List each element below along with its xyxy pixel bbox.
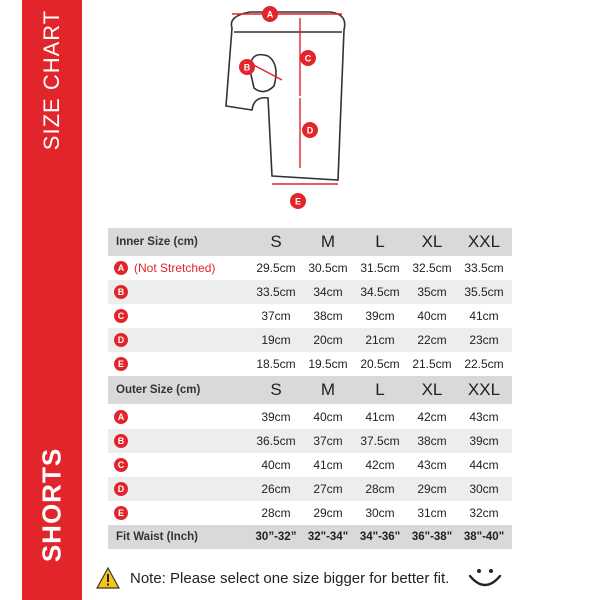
size-s: S bbox=[270, 380, 282, 400]
size-xxl: XXL bbox=[467, 232, 501, 251]
size-xl: XL bbox=[421, 380, 443, 400]
inner-size-heading: Inner Size (cm) bbox=[116, 236, 198, 248]
inner-row-e bbox=[108, 352, 512, 376]
size-xxl: XXL bbox=[467, 380, 501, 400]
value-cell: 32cm bbox=[469, 505, 499, 520]
inner-row-a bbox=[108, 256, 512, 280]
value-cell: 34cm bbox=[313, 285, 343, 300]
size-l: L bbox=[375, 232, 385, 251]
value-cell: 35.5cm bbox=[464, 285, 504, 300]
marker-icon: D bbox=[114, 333, 128, 347]
value-cell: 18.5cm bbox=[256, 357, 296, 372]
svg-text:C: C bbox=[304, 53, 312, 64]
value-cell: 37cm bbox=[261, 309, 291, 324]
value-cell: 19cm bbox=[261, 333, 291, 348]
value-cell: 20cm bbox=[313, 333, 343, 348]
svg-text:A: A bbox=[266, 9, 274, 20]
value-cell: 29cm bbox=[417, 481, 447, 496]
warning-icon bbox=[96, 567, 120, 589]
value-cell: 39cm bbox=[261, 409, 291, 424]
value-cell: 30cm bbox=[469, 481, 499, 496]
smiley-icon bbox=[466, 562, 504, 594]
value-cell: 20.5cm bbox=[360, 357, 400, 372]
value-cell: 29cm bbox=[313, 505, 343, 520]
fit-waist-label: Fit Waist (Inch) bbox=[116, 530, 198, 543]
value-cell: 27cm bbox=[313, 481, 343, 496]
outer-row-a bbox=[108, 404, 512, 428]
value-cell: 29.5cm bbox=[256, 261, 296, 276]
outer-row-d bbox=[108, 477, 512, 501]
outer-size-heading: Outer Size (cm) bbox=[116, 384, 201, 397]
marker-icon: C bbox=[114, 458, 128, 472]
marker-icon: D bbox=[114, 482, 128, 496]
value-cell: 23cm bbox=[469, 333, 499, 348]
outer-row-b bbox=[108, 429, 512, 453]
value-cell: 35cm bbox=[417, 285, 447, 300]
value-cell: 19.5cm bbox=[308, 357, 348, 372]
value-cell: 22.5cm bbox=[464, 357, 504, 372]
size-m: M bbox=[320, 232, 336, 251]
value-cell: 33.5cm bbox=[256, 285, 296, 300]
fit-value: 30”-32” bbox=[255, 530, 297, 543]
shorts-outline bbox=[226, 9, 345, 180]
marker-a-icon bbox=[262, 6, 278, 22]
fit-value: 36"-38" bbox=[411, 530, 453, 543]
note-text: Note: Please select one size bigger for better fit. bbox=[130, 569, 450, 587]
value-cell: 37.5cm bbox=[360, 433, 400, 448]
value-cell: 31cm bbox=[417, 505, 447, 520]
value-cell: 43cm bbox=[469, 409, 499, 424]
inner-row-d bbox=[108, 328, 512, 352]
size-l: L bbox=[375, 380, 385, 400]
value-cell: 30cm bbox=[365, 505, 395, 520]
value-cell: 39cm bbox=[365, 309, 395, 324]
value-cell: 22cm bbox=[417, 333, 447, 348]
value-cell: 28cm bbox=[365, 481, 395, 496]
marker-b-icon bbox=[239, 59, 255, 75]
inner-header-row bbox=[108, 228, 512, 256]
size-xl: XL bbox=[421, 232, 443, 251]
shorts-diagram bbox=[210, 0, 370, 220]
marker-d-icon bbox=[302, 122, 318, 138]
marker-icon: C bbox=[114, 309, 128, 323]
inner-row-c bbox=[108, 304, 512, 328]
value-cell: 31.5cm bbox=[360, 261, 400, 276]
marker-c-icon bbox=[300, 50, 316, 66]
marker-e-icon bbox=[290, 193, 306, 209]
size-chart-title: SIZE CHART bbox=[39, 9, 64, 151]
value-cell: 41cm bbox=[313, 457, 343, 472]
size-m: M bbox=[320, 380, 336, 400]
marker-icon: A bbox=[114, 410, 128, 424]
fit-value: 38"-40" bbox=[463, 530, 505, 543]
value-cell: 41cm bbox=[469, 309, 499, 324]
value-cell: 33.5cm bbox=[464, 261, 504, 276]
value-cell: 41cm bbox=[365, 409, 395, 424]
value-cell: 42cm bbox=[417, 409, 447, 424]
svg-text:B: B bbox=[243, 62, 251, 73]
marker-icon: B bbox=[114, 434, 128, 448]
inner-row-b bbox=[108, 280, 512, 304]
value-cell: 43cm bbox=[417, 457, 447, 472]
value-cell: 40cm bbox=[261, 457, 291, 472]
value-cell: 40cm bbox=[417, 309, 447, 324]
value-cell: 44cm bbox=[469, 457, 499, 472]
value-cell: 39cm bbox=[469, 433, 499, 448]
fit-value: 32"-34" bbox=[307, 530, 349, 543]
value-cell: 42cm bbox=[365, 457, 395, 472]
outer-row-c bbox=[108, 453, 512, 477]
svg-text:E: E bbox=[294, 196, 302, 207]
value-cell: 40cm bbox=[313, 409, 343, 424]
fit-value: 34"-36" bbox=[359, 530, 401, 543]
value-cell: 37cm bbox=[313, 433, 343, 448]
size-s: S bbox=[270, 232, 282, 251]
category-label: SHORTS bbox=[36, 447, 67, 563]
value-cell: 38cm bbox=[313, 309, 343, 324]
value-cell: 38cm bbox=[417, 433, 447, 448]
value-cell: 26cm bbox=[261, 481, 291, 496]
outer-row-e bbox=[108, 501, 512, 525]
marker-icon: E bbox=[114, 357, 128, 371]
marker-icon: E bbox=[114, 506, 128, 520]
size-table bbox=[108, 228, 512, 549]
value-cell: 28cm bbox=[261, 505, 291, 520]
value-cell: 21cm bbox=[365, 333, 395, 348]
pocket-opening bbox=[250, 55, 276, 92]
marker-icon: A bbox=[114, 261, 128, 275]
fit-waist-row bbox=[108, 525, 512, 549]
fit-note bbox=[96, 566, 516, 590]
not-stretched-note: (Not Stretched) bbox=[134, 261, 216, 276]
value-cell: 21.5cm bbox=[412, 357, 452, 372]
value-cell: 36.5cm bbox=[256, 433, 296, 448]
value-cell: 30.5cm bbox=[308, 261, 348, 276]
svg-text:D: D bbox=[306, 125, 314, 136]
value-cell: 32.5cm bbox=[412, 261, 452, 276]
marker-icon: B bbox=[114, 285, 128, 299]
value-cell: 34.5cm bbox=[360, 285, 400, 300]
outer-header-row bbox=[108, 376, 512, 404]
